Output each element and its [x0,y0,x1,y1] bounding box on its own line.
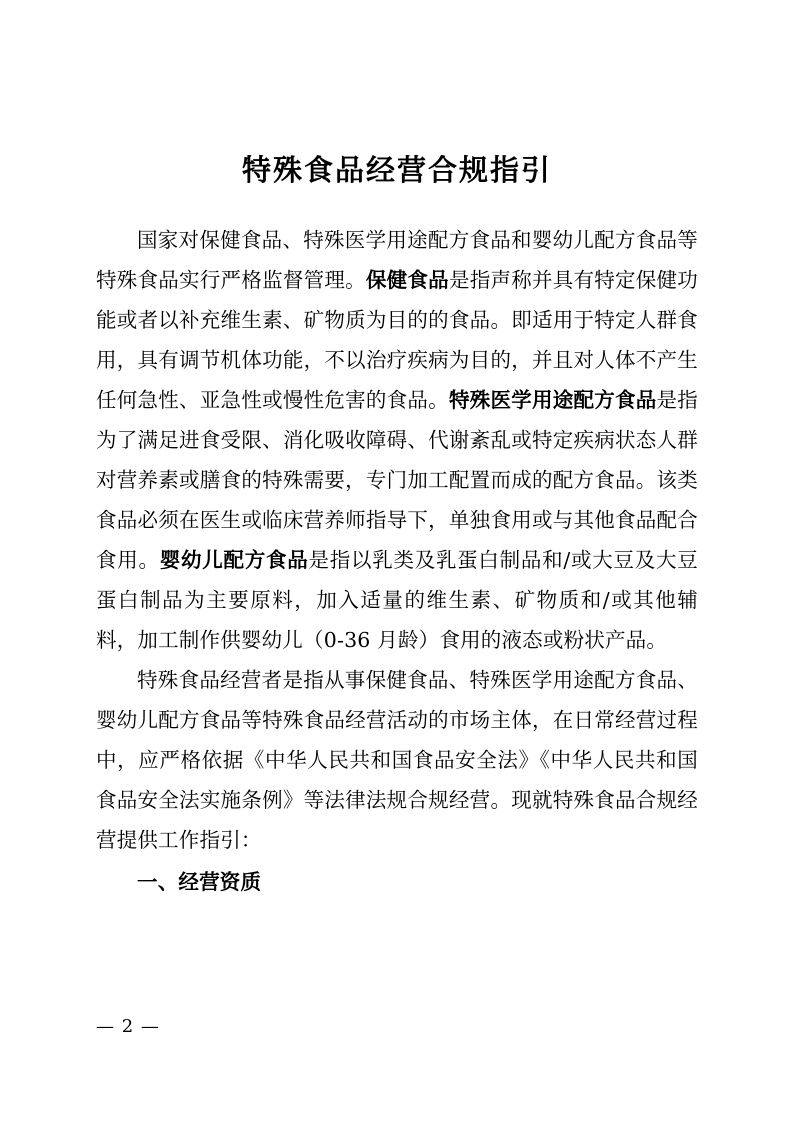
page-number: — 2 — [96,1016,160,1037]
paragraph-1: 国家对保健食品、特殊医学用途配方食品和婴幼儿配方食品等特殊食品实行严格监督管理。保健食品是指声称并具有特定保健功能或者以补充维生素、矿物质为目的的食品。即适用于特定人群食用，具有调节机体功能，不以治疗疾病为目的，并且对人体不产生任何急性、亚急性或慢性危害的食品。特殊医学用途配方食品是指为了满足进食受限、消化吸收障碍、代谢紊乱或特定疾病状态人群对营养素或膳食的特殊需要，专门加工配置而成的配方食品。该类食品必须在医生或临床营养师指导下，单独食用或与其他食品配合食用。婴幼儿配方食品是指以乳类及乳蛋白制品和/或大豆及大豆蛋白制品为主要原料，加入适量的维生素、矿物质和/或其他辅料，加工制作供婴幼儿（0-36 月龄）食用的液态或粉状产品。 [96,227,699,652]
section-heading-1: 一、经营资质 [137,869,262,894]
page-title: 特殊食品经营合规指引 [241,153,552,187]
paragraph-2: 特殊食品经营者是指从事保健食品、特殊医学用途配方食品、婴幼儿配方食品等特殊食品经营活动的市场主体，在日常经营过程中，应严格依据《中华人民共和国食品安全法》《中华人民共和国食品安全法实施条例》等法律法规合规经营。现就特殊食品合规经营提供工作指引： [96,667,698,852]
